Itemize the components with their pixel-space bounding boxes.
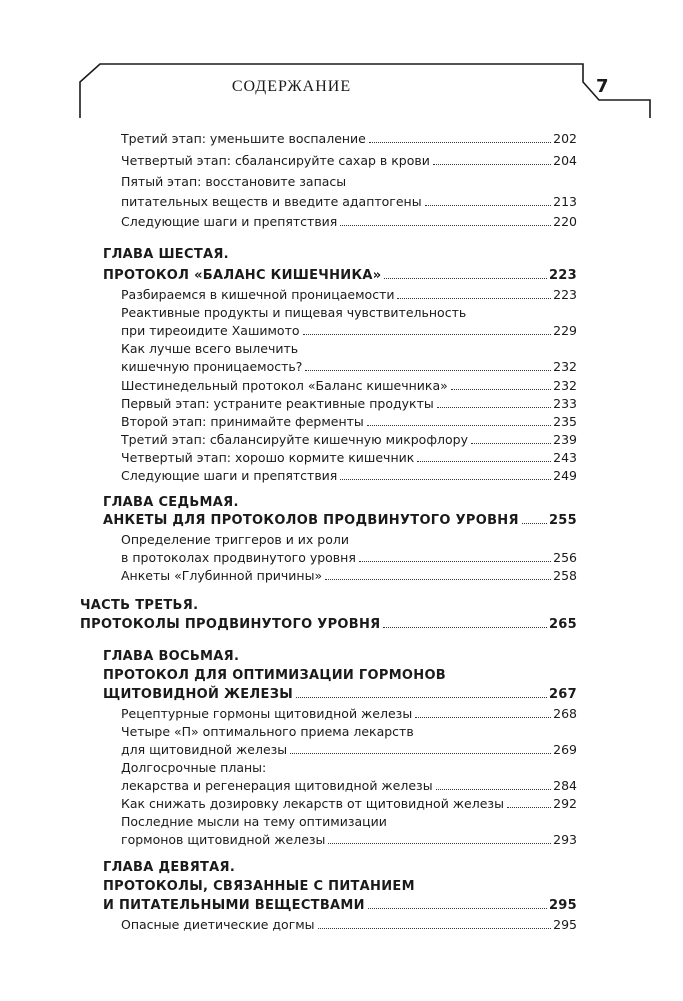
toc-page-number: 293 [553,832,577,847]
dot-leader [425,205,552,206]
toc-entry-title: Четвертый этап: сбалансируйте сахар в крови [121,153,430,168]
toc-entry-title: Анкеты «Глубинной причины» [121,568,323,583]
toc-entry[interactable] [121,431,577,449]
toc-page-number: 268 [553,706,577,721]
toc-entry[interactable] [121,152,577,170]
dot-leader [433,164,551,165]
toc-page-number: 202 [553,131,577,146]
toc-entry-title: Шестинедельный протокол «Баланс кишечника» [121,378,448,393]
part-heading[interactable] [80,597,577,615]
chapter-heading[interactable] [103,686,577,704]
toc-page-number: 213 [553,194,577,209]
toc-entry[interactable] [121,777,577,795]
dot-leader [383,627,546,628]
toc-entry-title: ПРОТОКОЛ «БАЛАНС КИШЕЧНИКА» [103,268,382,283]
toc-entry[interactable] [121,831,577,849]
toc-entry-title: Рецептурные гормоны щитовидной железы [121,706,413,721]
toc-entry[interactable] [121,286,577,304]
chapter-heading[interactable] [103,494,577,512]
chapter-heading[interactable] [103,246,577,264]
toc-entry-title: при тиреоидите Хашимото [121,323,300,338]
toc-entry[interactable] [121,759,577,777]
dot-leader [417,461,551,462]
toc-entry[interactable] [121,723,577,741]
toc-entry[interactable] [121,340,577,358]
chapter-heading[interactable] [103,512,577,530]
dot-leader [471,443,551,444]
toc-entry[interactable] [121,358,577,376]
chapter-heading[interactable] [103,667,577,685]
toc-entry-title: Следующие шаги и препятствия [121,214,338,229]
dot-leader [296,697,547,698]
toc-entry-title: для щитовидной железы [121,742,288,757]
toc-entry-title: Второй этап: принимайте ферменты [121,414,364,429]
dot-leader [436,789,552,790]
toc-entry[interactable] [121,795,577,813]
toc-page-number: 243 [553,450,577,465]
toc-entry-title: ГЛАВА ДЕВЯТАЯ. [103,860,236,875]
toc-entry-title: питательных веществ и введите адаптогены [121,194,422,209]
toc-entry-title: ЧАСТЬ ТРЕТЬЯ. [80,598,199,613]
toc-entry[interactable] [121,322,577,340]
toc-entry[interactable] [121,449,577,467]
toc-entry[interactable] [121,130,577,148]
toc-page-number: 295 [548,898,577,913]
toc-entry-title: ГЛАВА ВОСЬМАЯ. [103,649,240,664]
toc-entry-title: ГЛАВА ШЕСТАЯ. [103,247,229,262]
toc-entry[interactable] [121,193,577,211]
chapter-heading[interactable] [103,648,577,666]
toc-entry[interactable] [121,705,577,723]
toc-page-number: 232 [553,378,577,393]
dot-leader [340,225,551,226]
toc-entry-title: Как снижать дозировку лекарств от щитовидной железы [121,796,504,811]
toc-page-number: 265 [548,617,577,632]
dot-leader [367,425,551,426]
dot-leader [328,843,551,844]
toc-entry-title: Как лучше всего вылечить [121,341,299,356]
dot-leader [415,717,551,718]
toc-page-number: 220 [553,214,577,229]
toc-entry-title: Последние мысли на тему оптимизации [121,814,387,829]
toc-entry-title: Реактивные продукты и пищевая чувствительность [121,305,467,320]
dot-leader [507,807,551,808]
toc-page-number: 295 [553,917,577,932]
toc-page-number: 223 [553,287,577,302]
toc-entry[interactable] [121,567,577,585]
dot-leader [305,370,551,371]
chapter-heading[interactable] [103,267,577,285]
toc-entry-title: Третий этап: сбалансируйте кишечную микрофлору [121,432,468,447]
toc-entry-title: ГЛАВА СЕДЬМАЯ. [103,495,239,510]
toc-entry-title: в протоколах продвинутого уровня [121,550,356,565]
toc-entry-title: АНКЕТЫ ДЛЯ ПРОТОКОЛОВ ПРОДВИНУТОГО УРОВНЯ [103,513,519,528]
dot-leader [303,334,552,335]
toc-entry[interactable] [121,377,577,395]
toc-entry-title: Разбираемся в кишечной проницаемости [121,287,395,302]
toc-entry-title: Пятый этап: восстановите запасы [121,174,347,189]
toc-entry-title: Третий этап: уменьшите воспаление [121,131,366,146]
toc-page-number: 249 [553,468,577,483]
toc-page-number: 292 [553,796,577,811]
toc-entry[interactable] [121,467,577,485]
toc-entry-title: ЩИТОВИДНОЙ ЖЕЛЕЗЫ [103,687,294,702]
toc-page-number: 239 [553,432,577,447]
toc-entry-title: И ПИТАТЕЛЬНЫМИ ВЕЩЕСТВАМИ [103,898,365,913]
dot-leader [368,908,547,909]
dot-leader [290,753,551,754]
toc-page-number: 267 [548,687,577,702]
page-number: 7 [596,76,609,97]
toc-page-number: 204 [553,153,577,168]
dot-leader [437,407,551,408]
toc-page-number: 256 [553,550,577,565]
dot-leader [397,298,551,299]
dot-leader [318,928,552,929]
chapter-heading[interactable] [103,897,577,915]
toc-entry[interactable] [121,413,577,431]
toc-page-number: 233 [553,396,577,411]
toc-page-number: 255 [548,513,577,528]
toc-entry-title: Четыре «П» оптимального приема лекарств [121,724,414,739]
toc-page-number: 229 [553,323,577,338]
toc-entry-title: Опасные диетические догмы [121,917,315,932]
toc-entry[interactable] [121,916,577,934]
header-frame [0,0,683,130]
running-title: СОДЕРЖАНИЕ [231,78,352,95]
dot-leader [325,579,551,580]
toc-entry[interactable] [121,741,577,759]
dot-leader [451,389,551,390]
chapter-heading[interactable] [103,859,577,877]
part-heading[interactable] [80,616,577,634]
toc-page-number: 284 [553,778,577,793]
toc-entry[interactable] [121,813,577,831]
dot-leader [522,523,547,524]
toc-entry-title: Долгосрочные планы: [121,760,267,775]
dot-leader [384,278,547,279]
toc-entry-title: ПРОТОКОЛЫ, СВЯЗАННЫЕ С ПИТАНИЕМ [103,879,415,894]
toc-entry-title: ПРОТОКОЛ ДЛЯ ОПТИМИЗАЦИИ ГОРМОНОВ [103,668,447,683]
toc-page-number: 232 [553,359,577,374]
toc-page-number: 223 [548,268,577,283]
toc-page-number: 258 [553,568,577,583]
toc-entry[interactable] [121,395,577,413]
toc-entry-title: гормонов щитовидной железы [121,832,326,847]
toc-entry[interactable] [121,213,577,231]
toc-entry-title: Следующие шаги и препятствия [121,468,338,483]
dot-leader [359,561,551,562]
toc-entry[interactable] [121,531,577,549]
toc-entry-title: Первый этап: устраните реактивные продукты [121,396,434,411]
chapter-heading[interactable] [103,878,577,896]
toc-entry[interactable] [121,173,577,191]
toc-entry-title: ПРОТОКОЛЫ ПРОДВИНУТОГО УРОВНЯ [80,617,381,632]
toc-page-number: 235 [553,414,577,429]
toc-entry-title: Четвертый этап: хорошо кормите кишечник [121,450,415,465]
toc-page-number: 269 [553,742,577,757]
dot-leader [369,142,551,143]
dot-leader [340,479,551,480]
toc-entry-title: Определение триггеров и их роли [121,532,349,547]
toc-entry-title: кишечную проницаемость? [121,359,303,374]
toc-entry[interactable] [121,549,577,567]
toc-entry[interactable] [121,304,577,322]
toc-entry-title: лекарства и регенерация щитовидной железы [121,778,433,793]
